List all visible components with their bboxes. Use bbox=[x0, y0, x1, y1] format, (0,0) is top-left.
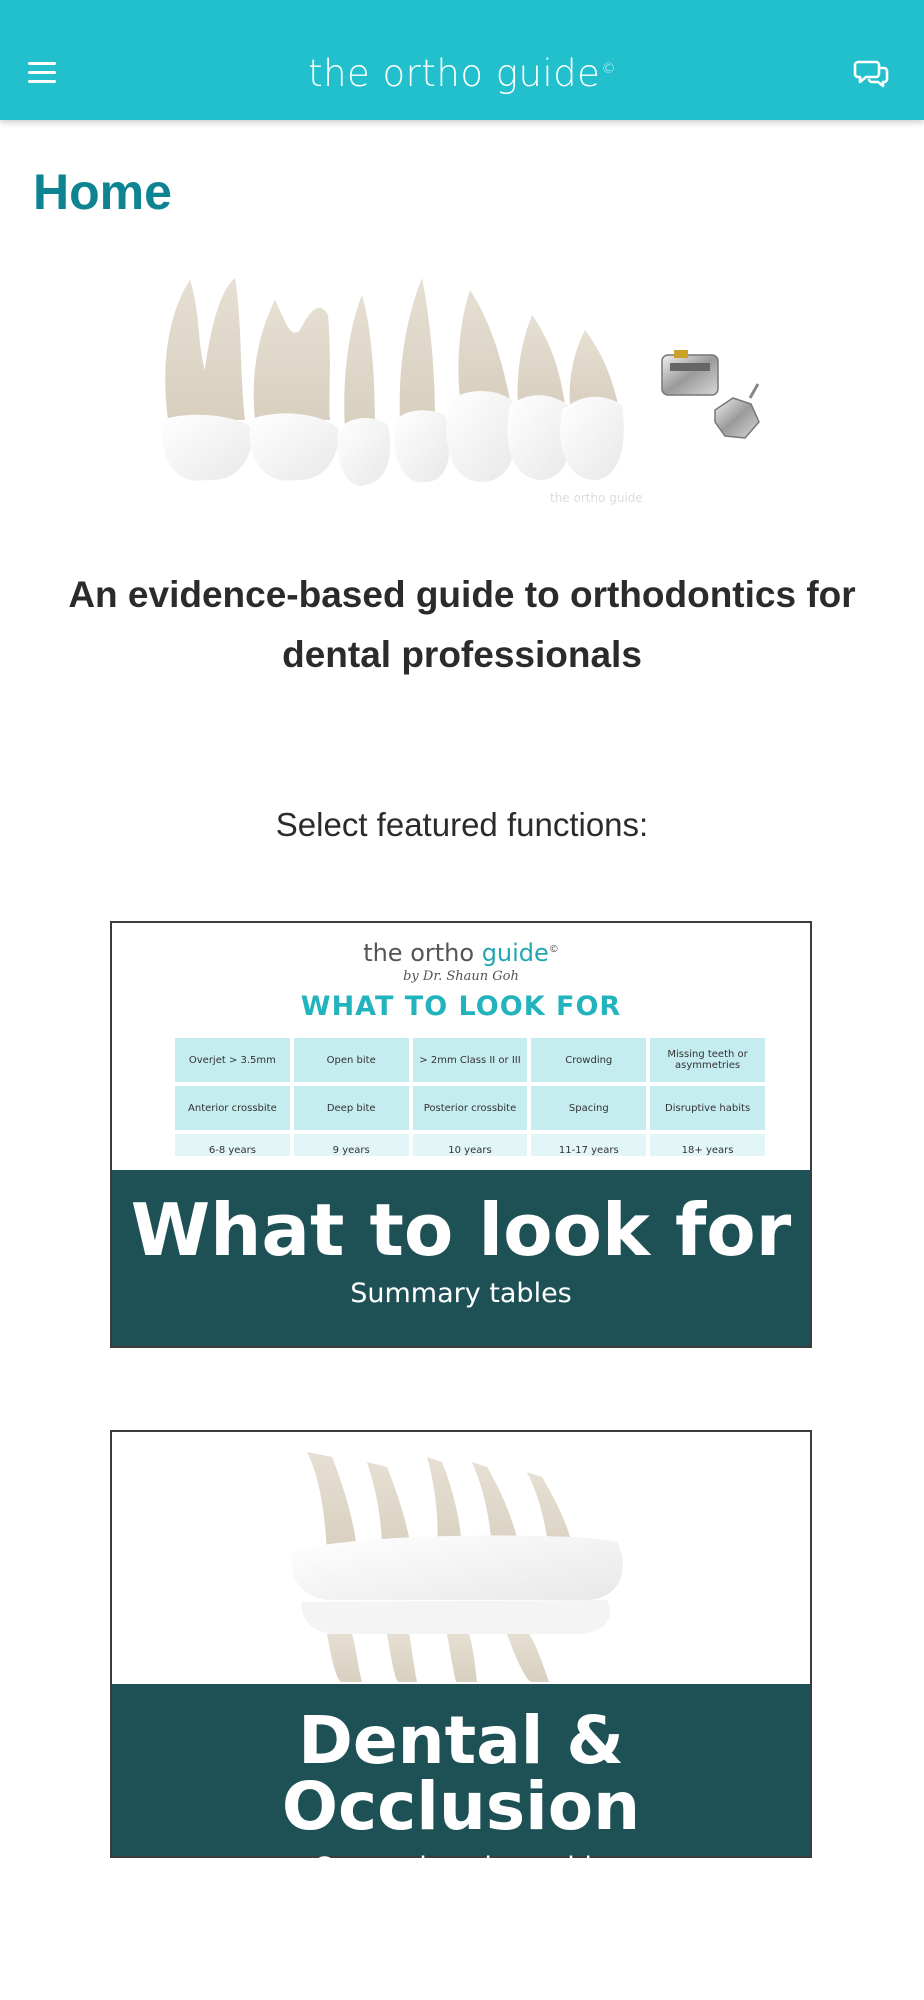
preview-brand-mark: © bbox=[548, 944, 559, 955]
preview-brand bbox=[112, 939, 810, 967]
dental-occlusion-teeth-image bbox=[112, 1432, 814, 1686]
preview-cell: Deep bite bbox=[294, 1086, 409, 1130]
page-title: Home bbox=[33, 164, 172, 220]
card-banner bbox=[112, 1684, 810, 1883]
preview-cell: Open bite bbox=[294, 1038, 409, 1082]
preview-cell: > 2mm Class II or III bbox=[413, 1038, 528, 1082]
svg-text:the ortho guide: the ortho guide bbox=[550, 491, 643, 505]
preview-heading: WHAT TO LOOK FOR bbox=[300, 991, 622, 1022]
preview-age-cell: 6-8 years bbox=[175, 1134, 290, 1156]
preview-age-cell: 10 years bbox=[413, 1134, 528, 1156]
preview-table bbox=[175, 1038, 765, 1160]
preview-cell: Posterior crossbite bbox=[413, 1086, 528, 1130]
feature-card-what-to-look-for[interactable] bbox=[110, 921, 812, 1348]
preview-cell: Anterior crossbite bbox=[175, 1086, 290, 1130]
preview-author: by Dr. Shaun Goh bbox=[403, 969, 519, 984]
card-title: What to look for bbox=[130, 1188, 792, 1272]
tagline: An evidence-based guide to orthodontics for dental professionals bbox=[68, 574, 856, 675]
preview-cell: Crowding bbox=[531, 1038, 646, 1082]
preview-brand-a: the ortho bbox=[363, 939, 482, 967]
preview-row bbox=[175, 1038, 765, 1082]
card-subtitle: Comprehensive guide bbox=[313, 1852, 609, 1883]
app-brand-mark: © bbox=[601, 60, 616, 77]
feature-card-dental-occlusion[interactable] bbox=[110, 1430, 812, 1883]
preview-row bbox=[175, 1086, 765, 1130]
app-bar bbox=[0, 0, 924, 120]
preview-age-cell: 11-17 years bbox=[531, 1134, 646, 1156]
app-brand-name: the ortho guide bbox=[308, 52, 601, 95]
card-banner bbox=[112, 1170, 810, 1346]
preview-cell: Disruptive habits bbox=[650, 1086, 765, 1130]
what-to-look-for-preview bbox=[112, 923, 810, 1172]
preview-cell: Spacing bbox=[531, 1086, 646, 1130]
select-featured-label: Select featured functions: bbox=[275, 806, 649, 843]
preview-age-row bbox=[175, 1134, 765, 1156]
teeth-illustration bbox=[150, 270, 790, 520]
preview-cell: Missing teeth or asymmetries bbox=[650, 1038, 765, 1082]
preview-cell: Overjet > 3.5mm bbox=[175, 1038, 290, 1082]
card-subtitle: Summary tables bbox=[350, 1278, 572, 1309]
preview-brand-b: guide bbox=[481, 939, 549, 967]
card-title: Dental & Occlusion bbox=[281, 1702, 641, 1845]
app-brand bbox=[0, 52, 924, 95]
preview-age-cell: 9 years bbox=[294, 1134, 409, 1156]
preview-age-cell: 18+ years bbox=[650, 1134, 765, 1156]
chat-icon[interactable] bbox=[854, 58, 890, 90]
